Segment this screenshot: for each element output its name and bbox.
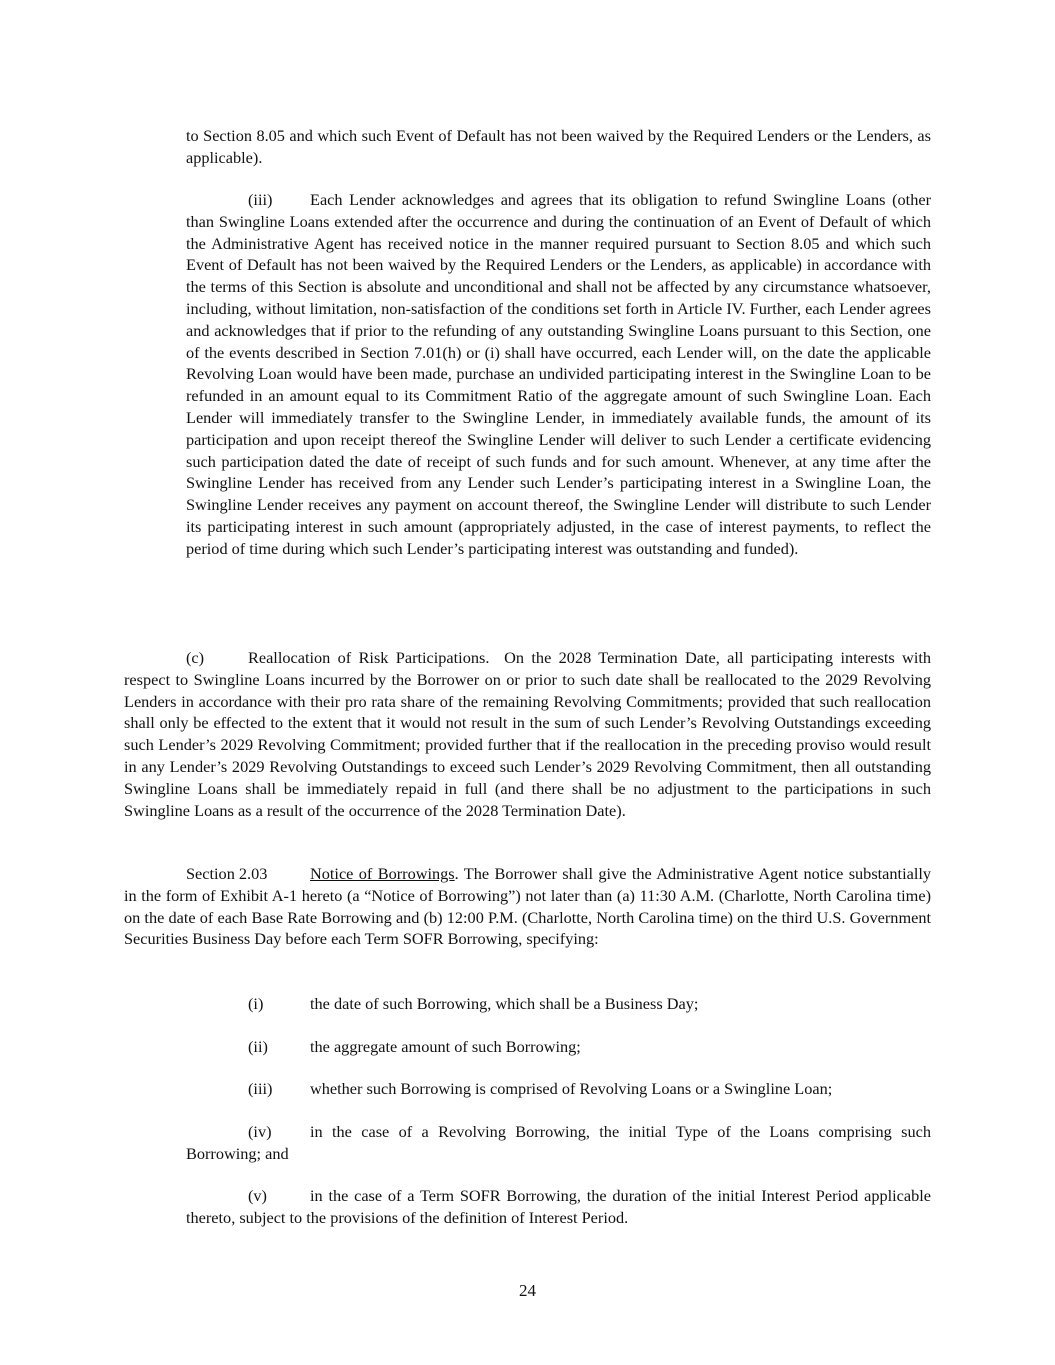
paragraph-c xyxy=(124,647,931,821)
paragraph-text: to Section 8.05 and which such Event of Default has not been waived by the Required Lenders or the Lenders, as applicable). xyxy=(186,126,931,167)
section-text: . The Borrower shall give the Administrative Agent notice substantially in the form of Exhibit A-1 hereto (a “Notice of Borrowing”) not later than (a) 11:30 A.M. (Charlotte, North Carolina time) on the date of each Base Rate Borrowing and (b) 12:00 P.M. (Charlotte, North Carolina time) on the third U.S. Government Securities Business Day before each Term SOFR Borrowing, specifying: xyxy=(124,864,932,949)
item-label: (v) xyxy=(248,1186,267,1205)
paragraph-label: (iii) xyxy=(248,190,273,209)
item-text: in the case of a Term SOFR Borrowing, the duration of the initial Interest Period applicable thereto, subject to the provisions of the definition of Interest Period. xyxy=(186,1186,931,1227)
list-item-v xyxy=(186,1185,931,1229)
item-text: in the case of a Revolving Borrowing, the initial Type of the Loans comprising such Borrowing; and xyxy=(186,1122,931,1163)
list-item-iv xyxy=(186,1121,931,1165)
item-label: (iii) xyxy=(248,1079,273,1098)
list-item-i xyxy=(186,993,931,1015)
paragraph-text: Each Lender acknowledges and agrees that its obligation to refund Swingline Loans (other than Swingline Loans extended after the occurrence and during the continuation of an Event of Default of which the Administrative Agent has received notice in the manner required pursuant to Section 8.05 and which such Event of Default has not been waived by the Required Lenders or the Lenders, as applicable) in accordance with the terms of this Section is absolute and unconditional and shall not be affected by any circumstance whatsoever, including, without limitation, non-satisfaction of the conditions set forth in Article IV. Further, each Lender agrees and acknowledges that if prior to the refunding of any outstanding Swingline Loans pursuant to this Section, one of the events described in Section 7.01(h) or (i) shall have occurred, each Lender will, on the date the applicable Revolving Loan would have been made, purchase an undivided participating interest in the Swingline Loan to be refunded in an amount equal to its Commitment Ratio of the aggregate amount of such Swingline Loan. Each Lender will immediately transfer to the Swingline Lender, in immediately available funds, the amount of its participation and upon receipt thereof the Swingline Lender will deliver to such Lender a certificate evidencing such participation dated the date of receipt of such funds and for such amount. Whenever, at any time after the Swingline Lender has received from any Lender such Lender’s participating interest in a Swingline Loan, the Swingline Lender receives any payment on account thereof, the Swingline Lender will distribute to such Lender its participating interest in such amount (appropriately adjusted, in the case of interest payments, to reflect the period of time during which such Lender’s participating interest was outstanding and funded). xyxy=(186,190,931,558)
list-item-iii xyxy=(186,1078,931,1100)
item-label: (i) xyxy=(248,994,264,1013)
item-label: (iv) xyxy=(248,1122,272,1141)
section-2-03 xyxy=(124,863,931,950)
item-text: the date of such Borrowing, which shall be a Business Day; xyxy=(310,994,699,1013)
paragraph-iii xyxy=(186,189,931,560)
paragraph-heading: Reallocation of Risk Participations. xyxy=(248,648,490,667)
paragraph-text: On the 2028 Termination Date, all participating interests with respect to Swingline Loans incurred by the Borrower on or prior to such date shall be reallocated to the 2029 Revolving Lenders in accordance with their pro rata share of the remaining Revolving Commitments; provided that such reallocation shall only be effected to the extent that it would not result in the sum of such Lender’s Revolving Outstandings exceeding such Lender’s 2029 Revolving Commitment; provided further that if the reallocation in the preceding proviso would result in any Lender’s 2029 Revolving Outstandings to exceed such Lender’s 2029 Revolving Commitment, then all outstanding Swingline Loans shall be immediately repaid in full (and there shall be no adjustment to the participations in such Swingline Loans as a result of the occurrence of the 2028 Termination Date). xyxy=(124,648,932,820)
item-label: (ii) xyxy=(248,1037,268,1056)
list-item-ii xyxy=(186,1036,931,1058)
item-text: the aggregate amount of such Borrowing; xyxy=(310,1037,581,1056)
paragraph-continuation xyxy=(186,125,931,169)
section-label: Section 2.03 xyxy=(186,864,268,883)
item-text: whether such Borrowing is comprised of Revolving Loans or a Swingline Loan; xyxy=(310,1079,833,1098)
page-number: 24 xyxy=(519,1281,536,1300)
section-heading: Notice of Borrowings xyxy=(310,864,455,883)
paragraph-label: (c) xyxy=(186,648,205,667)
